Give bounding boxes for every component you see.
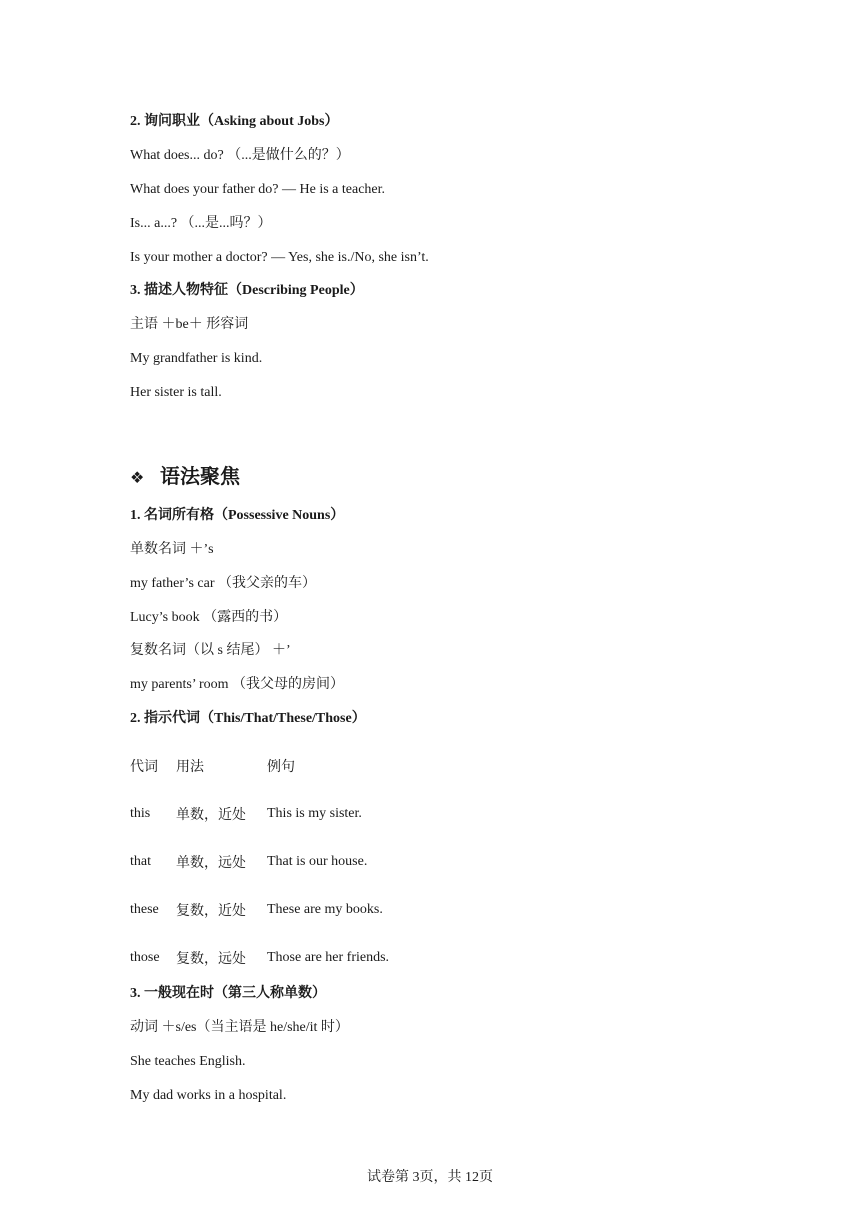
grammar-title-text: 语法聚焦 [160, 464, 240, 488]
table-cell: that [130, 854, 151, 869]
possessive-line-3: Lucy’s book （露西的书） [130, 610, 288, 625]
table-row [130, 886, 389, 934]
jobs-line-3: Is... a...? （...是...吗？） [130, 216, 272, 231]
table-cell: These are my books. [267, 902, 383, 917]
present-line-2: She teaches English. [130, 1054, 246, 1069]
jobs-line-1: What does... do? （...是做什么的？） [130, 148, 350, 163]
demonstratives-table [130, 742, 389, 982]
present-line-1: 动词 ＋s/es（当主语是 he/she/it 时） [130, 1020, 349, 1035]
jobs-heading: 2. 询问职业（Asking about Jobs） [130, 114, 339, 129]
table-row [130, 934, 389, 982]
table-header-row [130, 742, 389, 790]
people-line-3: Her sister is tall. [130, 385, 222, 400]
grammar-section-title [130, 462, 240, 492]
possessive-line-1: 单数名词 ＋’s [130, 542, 214, 557]
page-footer: 试卷第 3页，共 12页 [367, 1170, 493, 1185]
table-header-cell: 代词 [130, 760, 158, 775]
demonstratives-heading: 2. 指示代词（This/That/These/Those） [130, 711, 366, 726]
table-row [130, 790, 389, 838]
table-cell: 单数，近处 [176, 808, 246, 823]
present-heading: 3. 一般现在时（第三人称单数） [130, 986, 326, 1001]
possessive-line-2: my father’s car （我父亲的车） [130, 576, 316, 591]
diamond-bullet-icon: ❖ [130, 468, 145, 487]
possessive-line-4: 复数名词（以 s 结尾） ＋’ [130, 643, 291, 658]
table-cell: That is our house. [267, 854, 368, 869]
people-heading: 3. 描述人物特征（Describing People） [130, 283, 364, 298]
possessive-line-5: my parents’ room （我父母的房间） [130, 677, 344, 692]
possessive-heading: 1. 名词所有格（Possessive Nouns） [130, 508, 345, 523]
table-header-cell: 例句 [267, 760, 295, 775]
people-line-2: My grandfather is kind. [130, 351, 263, 366]
people-line-1: 主语 ＋be＋ 形容词 [130, 317, 249, 332]
table-cell: 单数，远处 [176, 856, 246, 871]
present-line-3: My dad works in a hospital. [130, 1088, 287, 1103]
table-cell: these [130, 902, 159, 917]
table-cell: those [130, 950, 160, 965]
jobs-line-2: What does your father do? — He is a teacher. [130, 182, 386, 197]
jobs-line-4: Is your mother a doctor? — Yes, she is./No, she isn’t. [130, 250, 429, 265]
table-row [130, 838, 389, 886]
table-cell: 复数，近处 [176, 904, 246, 919]
table-cell: this [130, 806, 151, 821]
table-cell: 复数，远处 [176, 952, 246, 967]
table-header-cell: 用法 [176, 760, 204, 775]
table-cell: This is my sister. [267, 806, 362, 821]
table-cell: Those are her friends. [267, 950, 390, 965]
